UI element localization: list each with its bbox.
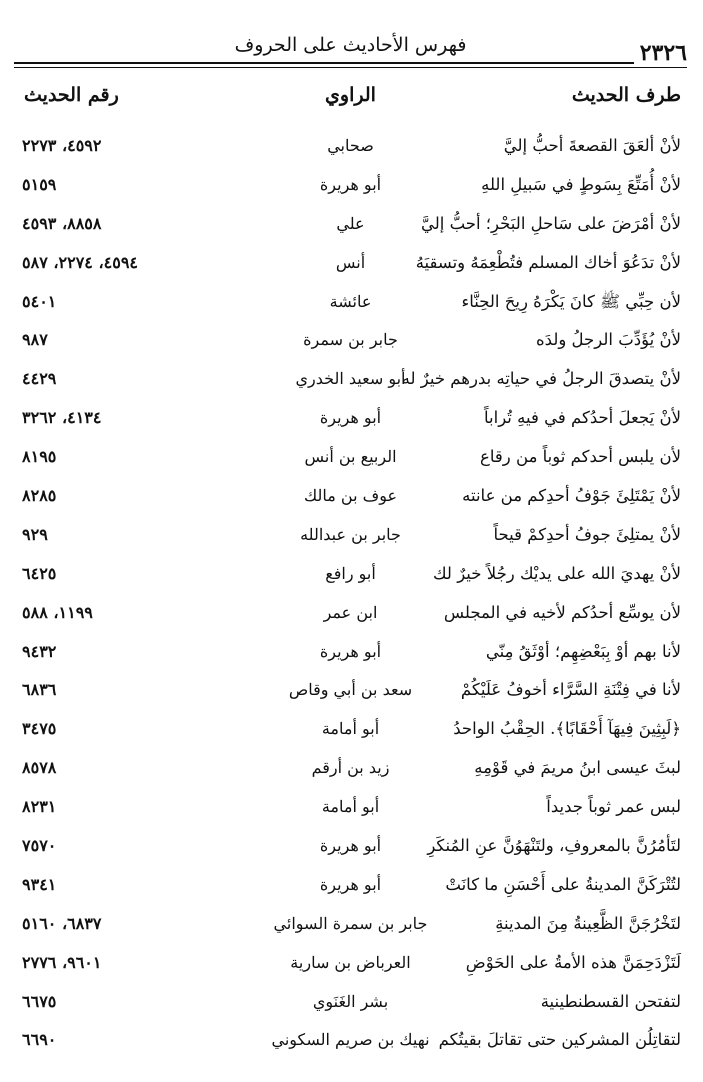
table-row	[14, 597, 687, 636]
narrator-name: أبو سعيد الخدري	[295, 369, 406, 389]
hadith-reference: ٥٤٠١	[22, 291, 57, 311]
table-row	[14, 1024, 687, 1063]
hadith-text: لبس عمر ثوباً جديداً	[546, 797, 681, 817]
hadith-reference: ١١٩٩، ٥٨٨	[22, 602, 93, 622]
narrator-name: ابن عمر	[323, 602, 378, 622]
hadith-text: لتَأمُرُنَّ بالمعروفِ، ولتَنْهَوُنَّ عنِ المُنكَرِ	[427, 836, 681, 856]
hadith-text: لأنْ ألعَقَ القصعةَ أحبُّ إليَّ	[503, 136, 681, 155]
column-header-narrator: الراوي	[325, 84, 376, 106]
table-row	[14, 674, 687, 713]
hadith-reference: ٦٨٣٦	[22, 680, 57, 700]
hadith-reference: ٨٥٧٨	[22, 758, 57, 778]
hadith-text: لبثَ عيسى ابنُ مريمَ في قَوْمِهِ	[474, 758, 681, 778]
hadith-text: لَتَزْدَحِمَنَّ هذه الأمةُ على الحَوْضِ	[465, 952, 681, 972]
hadith-reference: ٦٨٣٧، ٥١٦٠	[22, 913, 102, 933]
narrator-name: أبو هريرة	[319, 836, 382, 856]
hadith-text: لتفتحن القسطنطينية	[540, 991, 681, 1011]
table-row	[14, 791, 687, 830]
column-header-number: رقم الحديث	[24, 84, 119, 106]
narrator-name: أبو هريرة	[319, 408, 382, 428]
narrator-name: العرباض بن سارية	[290, 952, 411, 972]
hadith-text: لأنْ تدَعُوَ أخاك المسلم فتُطْعِمَهُ وتسقيَهُ	[415, 252, 681, 272]
table-row	[14, 752, 687, 791]
table-row	[14, 324, 687, 363]
table-row	[14, 713, 687, 752]
table-row	[14, 480, 687, 519]
table-row	[14, 908, 687, 947]
hadith-reference: ٩٢٩	[22, 524, 48, 544]
narrator-name: بشر الغَنَوي	[312, 991, 389, 1011]
hadith-reference: ٦٦٧٥	[22, 991, 57, 1011]
hadith-text: لأن حِبِّي ﷺ كانَ يَكْرَهُ رِيحَ الحِنَّاء	[461, 291, 681, 311]
hadith-reference: ٩٣٤١	[22, 874, 57, 894]
header-rule-thin	[14, 67, 687, 68]
narrator-name: جابر بن عبدالله	[300, 524, 401, 544]
hadith-reference: ٤٤٢٩	[22, 369, 57, 389]
narrator-name: عائشة	[329, 291, 372, 311]
hadith-reference: ٣٤٧٥	[22, 719, 57, 739]
hadith-text: لأنْ أمْرَضَ على سَاحلِ البَحْرِ؛ أحبُّ إليَّ	[420, 213, 681, 233]
narrator-name: أبو هريرة	[319, 874, 382, 894]
table-row	[14, 441, 687, 480]
hadith-text: لتُتْرَكَنَّ المدينةُ على أَحْسَنِ ما كانَتْ	[445, 874, 681, 894]
narrator-name: الربيع بن أنس	[304, 447, 397, 467]
table-row	[14, 363, 687, 402]
table-row	[14, 869, 687, 908]
hadith-text: ﴿لَبِثِينَ فِيهَآ أَحْقَابًا﴾. الحِقْبُ الواحدُ	[453, 719, 681, 739]
header-rule	[14, 62, 687, 64]
table-row	[14, 830, 687, 869]
hadith-index-table	[14, 130, 687, 1063]
hadith-text: لتَخْرُجَنَّ الظَّعِينةُ مِنَ المدينةِ	[495, 913, 681, 933]
hadith-reference: ٨٢٨٥	[22, 486, 57, 506]
narrator-name: صحابي	[327, 136, 374, 155]
running-title: فهرس الأحاديث على الحروف	[234, 34, 467, 56]
page-header	[14, 26, 687, 70]
narrator-name: جابر بن سمرة السوائي	[273, 913, 428, 933]
hadith-reference: ٥١٥٩	[22, 174, 57, 194]
hadith-text: لأنْ يَجعلَ أحدُكم في فيهِ تُراباً	[484, 408, 681, 428]
table-row	[14, 208, 687, 247]
table-row	[14, 986, 687, 1025]
hadith-text: لأنا في فِتْنَةِ السَّرَّاء أخوفُ عَلَيْكُمْ	[460, 680, 681, 700]
table-row	[14, 519, 687, 558]
hadith-reference: ٩٦٠١، ٢٧٧٦	[22, 952, 102, 972]
hadith-text: لأنا بهم أوْ بِبَعْضِهِم؛ أوْثَقُ مِنّي	[485, 641, 681, 661]
narrator-name: أبو رافع	[325, 563, 376, 583]
hadith-text: لأنْ يَمْتَلِئَ جَوْفُ أحدِكم من عانته	[462, 486, 681, 506]
table-row	[14, 130, 687, 169]
table-row	[14, 169, 687, 208]
narrator-name: نهيك بن صريم السكوني	[271, 1030, 430, 1050]
narrator-name: علي	[336, 213, 365, 233]
hadith-text: لتقاتِلُن المشركين حتى تقاتلَ بقيتُكم	[438, 1030, 681, 1050]
narrator-name: جابر بن سمرة	[303, 330, 398, 350]
table-row	[14, 558, 687, 597]
column-headers	[14, 84, 687, 118]
table-row	[14, 947, 687, 986]
narrator-name: أبو أمامة	[321, 797, 380, 817]
narrator-name: عوف بن مالك	[303, 486, 398, 506]
hadith-reference: ٧٥٧٠	[22, 836, 57, 856]
table-row	[14, 286, 687, 325]
hadith-text: لأنْ يمتلِئَ جوفُ أحدِكمْ قيحاً	[493, 524, 681, 544]
narrator-name: زيد بن أرقم	[311, 758, 390, 778]
hadith-text: لأنْ يهديَ الله على يديْك رجُلاً خيرٌ لك	[433, 563, 681, 583]
column-header-hadith: طرف الحديث	[571, 84, 681, 106]
narrator-name: أنس	[335, 252, 366, 272]
hadith-reference: ٨٢٣١	[22, 797, 57, 817]
table-row	[14, 636, 687, 675]
narrator-name: أبو هريرة	[319, 641, 382, 661]
hadith-reference: ٦٤٢٥	[22, 563, 57, 583]
narrator-name: أبو أمامة	[321, 719, 380, 739]
hadith-reference: ٤٥٩٢، ٢٢٧٣	[22, 136, 102, 155]
hadith-text: لأنْ يُؤَدِّبَ الرجلُ ولدَه	[536, 330, 681, 350]
hadith-reference: ٩٨٧	[22, 330, 48, 350]
narrator-name: أبو هريرة	[319, 174, 382, 194]
hadith-text: لأنْ يتصدقَ الرجلُ في حياتِه بدرهم خيرٌ له	[401, 369, 681, 389]
table-row	[14, 247, 687, 286]
hadith-text: لأن يلبس أحدكم ثوباً من رقاع	[480, 447, 681, 467]
hadith-reference: ٤٥٩٤، ٢٢٧٤، ٥٨٧	[22, 252, 138, 272]
hadith-reference: ٩٤٣٢	[22, 641, 57, 661]
narrator-name: سعد بن أبي وقاص	[288, 680, 413, 700]
hadith-reference: ٦٦٩٠	[22, 1030, 57, 1050]
hadith-reference: ٨٨٥٨، ٤٥٩٣	[22, 213, 102, 233]
hadith-text: لأن يوسِّع أحدُكم لأخيه في المجلس	[443, 602, 681, 622]
page-number: ٢٣٢٦	[634, 40, 687, 66]
hadith-reference: ٤١٣٤، ٣٢٦٢	[22, 408, 102, 428]
table-row	[14, 402, 687, 441]
hadith-text: لأنْ أُمَتِّعَ بِسَوطٍ في سَبيلِ اللهِ	[481, 174, 681, 194]
hadith-reference: ٨١٩٥	[22, 447, 57, 467]
